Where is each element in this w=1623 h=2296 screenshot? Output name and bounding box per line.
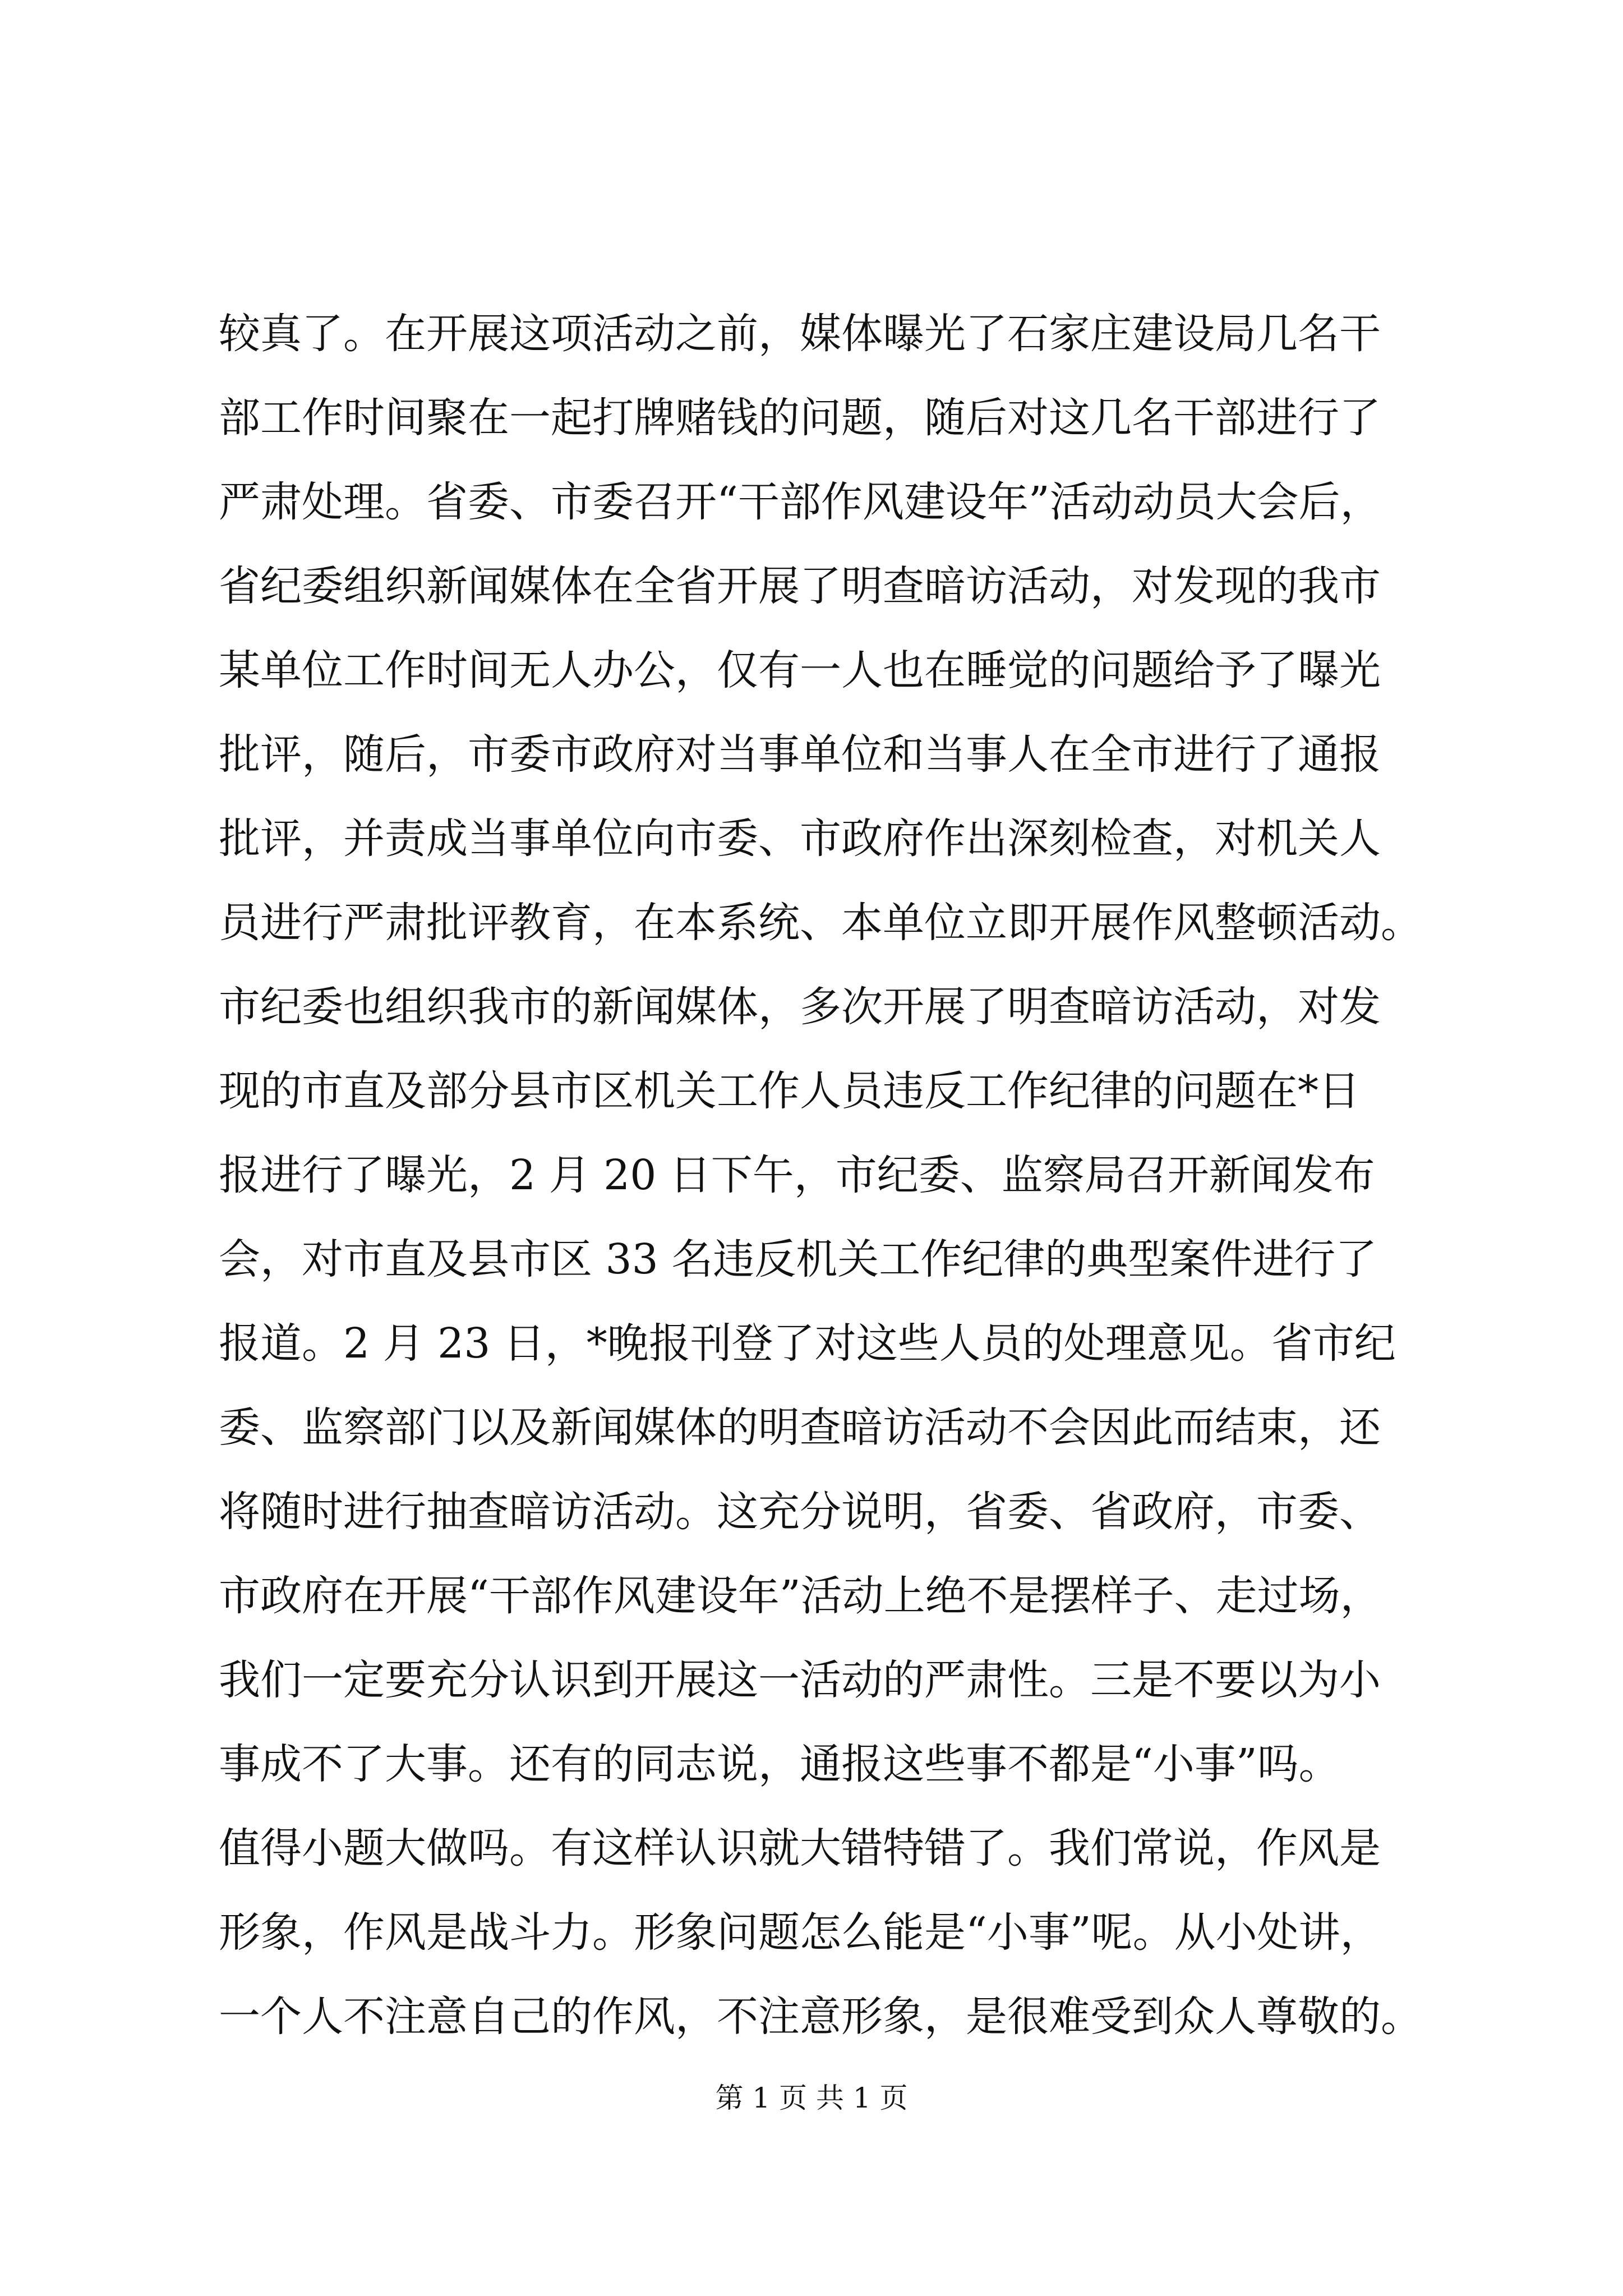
text-line: 将随时进行抽查暗访活动。这充分说明，省委、省政府，市委、: [219, 1488, 1381, 1536]
text-line: 委、监察部门以及新闻媒体的明查暗访活动不会因此而结束，还: [219, 1404, 1381, 1452]
text-line: 值得小题大做吗。有这样认识就大错特错了。我们常说，作风是: [219, 1824, 1381, 1872]
text-line: 批评，并责成当事单位向市委、市政府作出深刻检查，对机关人: [219, 815, 1381, 863]
text-line: 市政府在开展“干部作风建设年”活动上绝不是摆样子、走过场，: [219, 1572, 1382, 1620]
text-line: 会，对市直及县市区 33 名违反机关工作纪律的典型案件进行了: [219, 1235, 1377, 1283]
text-line: 我们一定要充分认识到开展这一活动的严肃性。三是不要以为小: [219, 1656, 1381, 1704]
text-line: 员进行严肃批评教育，在本系统、本单位立即开展作风整顿活动。: [219, 899, 1422, 947]
text-line: 一个人不注意自己的作风，不注意形象，是很难受到众人尊敬的。: [219, 1993, 1422, 2041]
text-line: 市纪委也组织我市的新闻媒体，多次开展了明查暗访活动，对发: [219, 983, 1381, 1031]
text-line: 现的市直及部分县市区机关工作人员违反工作纪律的问题在*日: [219, 1067, 1360, 1115]
text-line: 省纪委组织新闻媒体在全省开展了明查暗访活动，对发现的我市: [219, 562, 1381, 610]
text-line: 严肃处理。省委、市委召开“干部作风建设年”活动动员大会后，: [219, 478, 1382, 526]
text-line: 某单位工作时间无人办公，仅有一人也在睡觉的问题给予了曝光: [219, 646, 1381, 694]
text-line: 较真了。在开展这项活动之前，媒体曝光了石家庄建设局几名干: [219, 310, 1381, 358]
page-footer: 第 1 页 共 1 页: [715, 2082, 908, 2114]
text-line: 报进行了曝光，2 月 20 日下午，市纪委、监察局召开新闻发布: [219, 1151, 1375, 1199]
text-line: 事成不了大事。还有的同志说，通报这些事不都是“小事”吗。: [219, 1740, 1340, 1788]
text-line: 部工作时间聚在一起打牌赌钱的问题，随后对这几名干部进行了: [219, 394, 1381, 442]
text-line: 形象，作风是战斗力。形象问题怎么能是“小事”呢。从小处讲，: [219, 1908, 1382, 1957]
body-text: [219, 292, 1422, 2059]
text-line: 报道。2 月 23 日，*晚报刊登了对这些人员的处理意见。省市纪: [219, 1319, 1396, 1368]
text-line: 批评，随后，市委市政府对当事单位和当事人在全市进行了通报: [219, 730, 1381, 779]
